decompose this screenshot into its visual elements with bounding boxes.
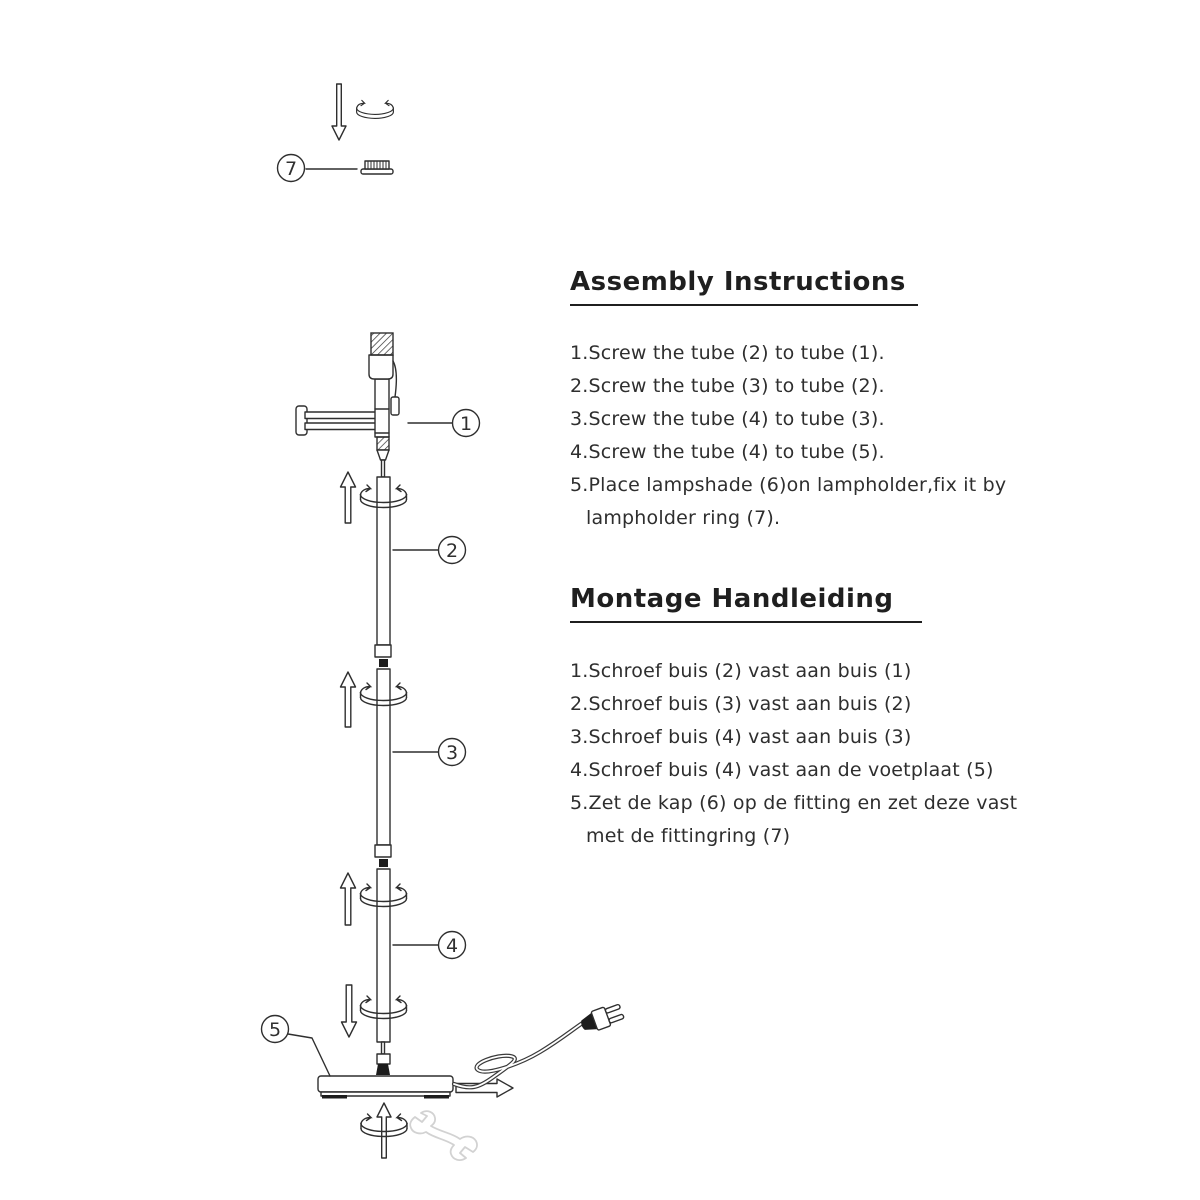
rotate-icon: [357, 100, 394, 118]
swing-arm-endcap: [296, 406, 307, 435]
callout-5: [262, 1016, 331, 1077]
callout-1: [408, 410, 480, 437]
up-arrow-icon: [341, 672, 356, 727]
english-step-1: 1.Screw the tube (2) to tube (1).: [570, 342, 885, 364]
pull-cord-handle: [391, 397, 399, 415]
up-arrow-icon: [377, 1103, 391, 1158]
english-step-2: 2.Screw the tube (3) to tube (2).: [570, 375, 885, 397]
swing-arm-bar: [305, 423, 378, 430]
english-steps: [570, 337, 1006, 535]
dutch-step-5-continued: met de fittingring (7): [586, 825, 791, 847]
english-step-5: 5.Place lampshade (6)on lampholder,fix it by: [570, 474, 1007, 496]
dutch-step-1: 1.Schroef buis (2) vast aan buis (1): [570, 660, 912, 682]
callout-4-number: 4: [445, 935, 459, 957]
callout-2: [393, 537, 466, 564]
up-arrow-icon: [341, 873, 356, 925]
callout-7: [278, 155, 358, 182]
callout-5-number: 5: [268, 1019, 282, 1041]
dutch-title: Montage Handleiding: [570, 584, 922, 623]
english-step-3: 3.Screw the tube (4) to tube (3).: [570, 408, 885, 430]
callout-2-number: 2: [445, 540, 459, 562]
dutch-step-4: 4.Schroef buis (4) vast aan de voetplaat (5): [570, 759, 994, 781]
wrench-icon: [410, 1111, 477, 1160]
callout-3-number: 3: [445, 742, 459, 764]
dutch-step-3: 3.Schroef buis (4) vast aan buis (3): [570, 726, 912, 748]
socket-thread: [371, 333, 393, 355]
english-step-5-continued: lampholder ring (7).: [586, 507, 781, 529]
dutch-step-5: 5.Zet de kap (6) op de fitting en zet deze vast: [570, 792, 1018, 814]
callout-7-number: 7: [284, 158, 298, 180]
english-step-4: 4.Screw the tube (4) to tube (5).: [570, 441, 885, 463]
callout-3: [393, 739, 466, 766]
tube-3-part: [341, 669, 407, 867]
english-title: Assembly Instructions: [570, 267, 918, 306]
lamp-holder-part: [296, 333, 399, 477]
up-arrow-icon: [341, 472, 356, 523]
lampholder-ring-part: [361, 161, 393, 174]
callout-1-number: 1: [459, 413, 473, 435]
lamp-socket: [369, 355, 393, 379]
power-cord: [454, 1022, 584, 1087]
base-plate-part: [318, 1076, 453, 1099]
tube-4-part: [341, 869, 407, 1075]
down-arrow-icon: [332, 84, 346, 140]
callout-4: [393, 932, 466, 959]
power-plug-icon: [578, 1002, 625, 1035]
screw-from-below-symbol: [361, 1103, 407, 1158]
swing-arm-bar: [305, 412, 378, 419]
dutch-steps: [570, 655, 1017, 853]
tube-2-part: [341, 472, 407, 667]
dutch-step-2: 2.Schroef buis (3) vast aan buis (2): [570, 693, 912, 715]
down-arrow-icon: [342, 985, 357, 1037]
